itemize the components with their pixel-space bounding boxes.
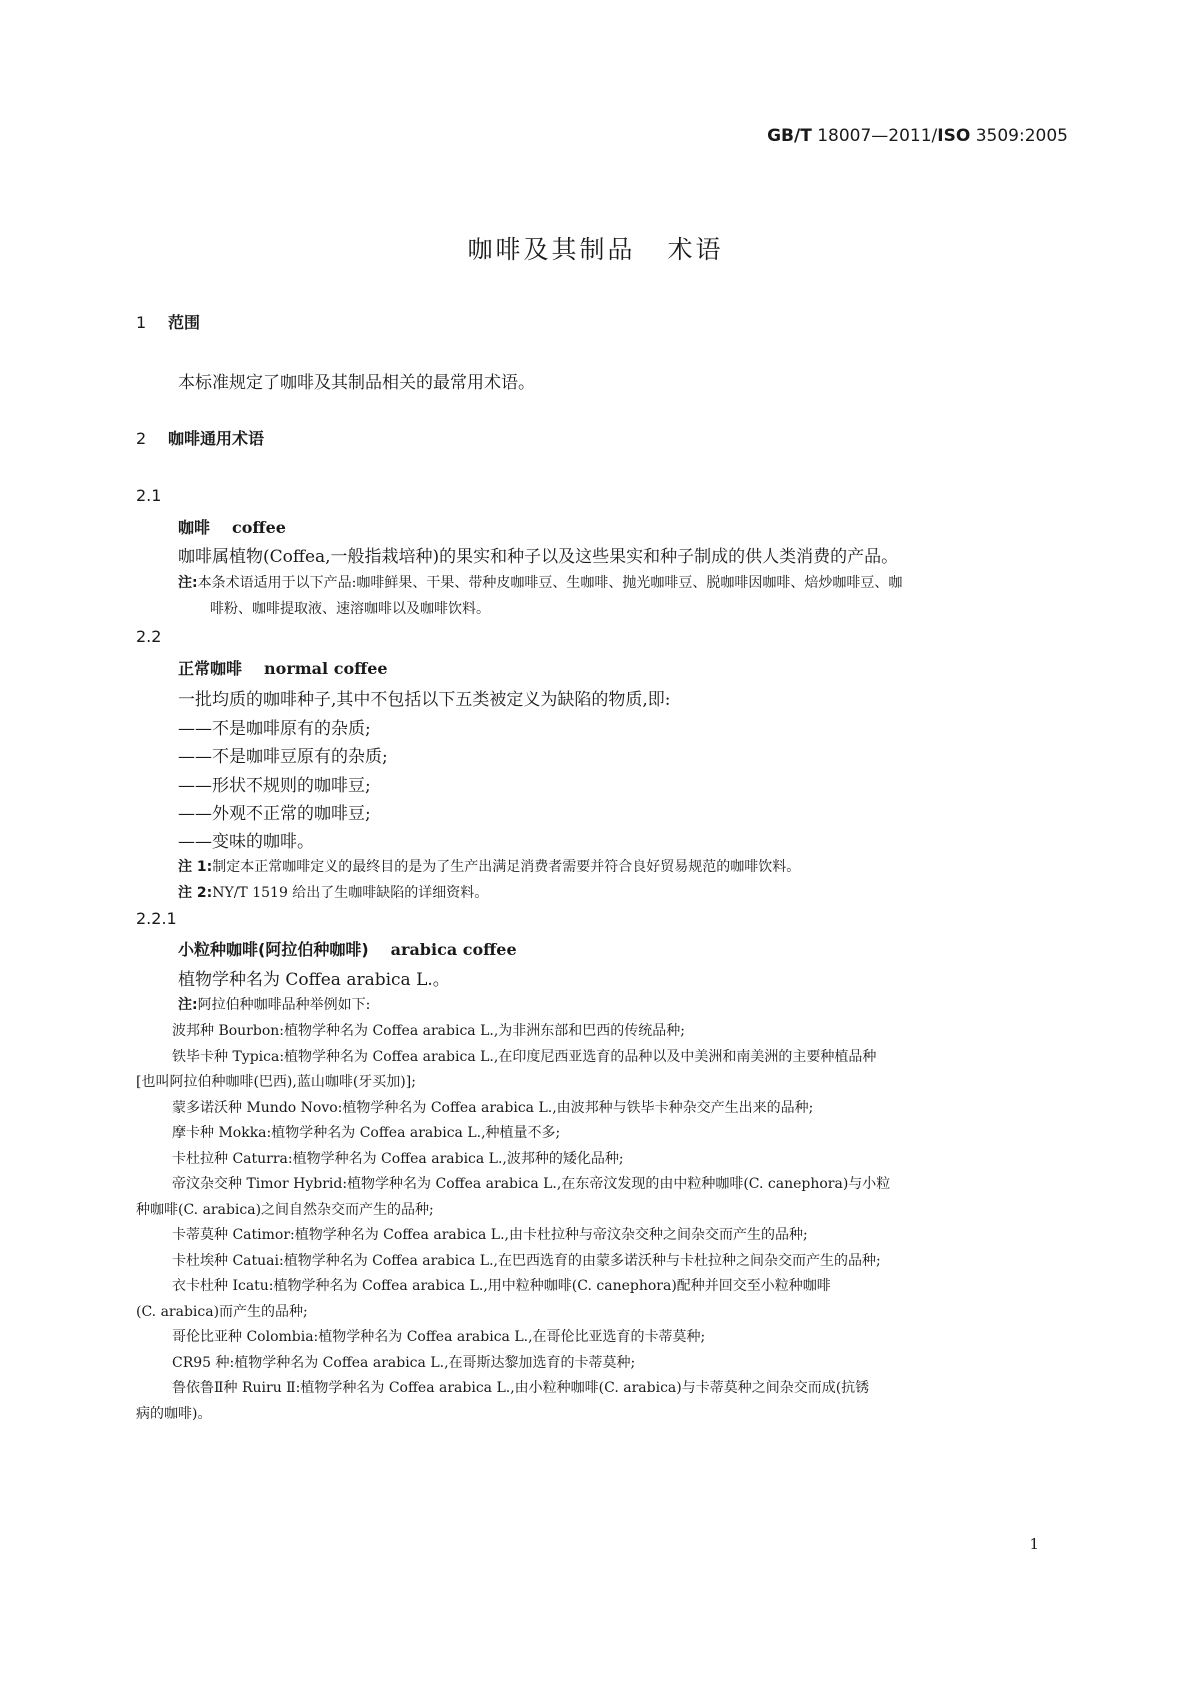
note-2: 注 2:NY/T 1519 给出了生咖啡缺陷的详细资料。 bbox=[178, 885, 489, 901]
page-number: 1 bbox=[1029, 1535, 1039, 1553]
variety-line: 衣卡杜种 Icatu:植物学种名为 Coffea arabica L.,用中粒种咖啡(C. canephora)配种并回交至小粒种咖啡 bbox=[172, 1278, 831, 1294]
list-item: ——外观不正常的咖啡豆; bbox=[178, 804, 371, 824]
variety-line: CR95 种:植物学种名为 Coffea arabica L.,在哥斯达黎加选育的卡蒂莫种; bbox=[172, 1355, 636, 1371]
note-1: 注 1:制定本正常咖啡定义的最终目的是为了生产出满足消费者需要并符合良好贸易规范的咖啡饮料。 bbox=[178, 859, 801, 875]
variety-line: 病的咖啡)。 bbox=[136, 1406, 212, 1422]
list-item: ——形状不规则的咖啡豆; bbox=[178, 776, 371, 796]
definition-coffee: 咖啡属植物(Coffea,一般指栽培种)的果实和种子以及这些果实和种子制成的供人类消费的产品。 bbox=[178, 547, 899, 567]
section-2-heading: 2 咖啡通用术语 bbox=[136, 429, 265, 448]
variety-line: 卡杜埃种 Catuai:植物学种名为 Coffea arabica L.,在巴西选育的由蒙多诺沃种与卡杜拉种之间杂交而产生的品种; bbox=[172, 1253, 881, 1269]
list-item: ——变味的咖啡。 bbox=[178, 832, 314, 852]
variety-line: (C. arabica)而产生的品种; bbox=[136, 1304, 308, 1320]
term-arabica-coffee: 小粒种咖啡(阿拉伯种咖啡) arabica coffee bbox=[178, 940, 517, 959]
scope-text: 本标准规定了咖啡及其制品相关的最常用术语。 bbox=[178, 373, 535, 393]
definition-arabica: 植物学种名为 Coffea arabica L.。 bbox=[178, 970, 450, 990]
variety-line: 鲁依鲁Ⅱ种 Ruiru Ⅱ:植物学种名为 Coffea arabica L.,由小粒种咖啡(C. arabica)与卡蒂莫种之间杂交而成(抗锈 bbox=[172, 1380, 870, 1396]
note-coffee-cont: 啡粉、咖啡提取液、速溶咖啡以及咖啡饮料。 bbox=[210, 601, 490, 617]
clause-number: 2.1 bbox=[136, 486, 162, 505]
document-title: 咖啡及其制品 术语 bbox=[467, 235, 724, 264]
variety-line: 波邦种 Bourbon:植物学种名为 Coffea arabica L.,为非洲东部和巴西的传统品种; bbox=[172, 1023, 685, 1039]
variety-line: 摩卡种 Mokka:植物学种名为 Coffea arabica L.,种植量不多; bbox=[172, 1125, 561, 1141]
variety-line: 哥伦比亚种 Colombia:植物学种名为 Coffea arabica L.,在哥伦比亚选育的卡蒂莫种; bbox=[172, 1329, 706, 1345]
variety-line: 蒙多诺沃种 Mundo Novo:植物学种名为 Coffea arabica L.,由波邦种与铁毕卡种杂交产生出来的品种; bbox=[172, 1100, 814, 1116]
definition-normal-coffee: 一批均质的咖啡种子,其中不包括以下五类被定义为缺陷的物质,即: bbox=[178, 690, 671, 710]
variety-line: 铁毕卡种 Typica:植物学种名为 Coffea arabica L.,在印度尼西亚选育的品种以及中美洲和南美洲的主要种植品种 bbox=[172, 1049, 877, 1065]
variety-line: 种咖啡(C. arabica)之间自然杂交而产生的品种; bbox=[136, 1202, 434, 1218]
variety-line: [也叫阿拉伯种咖啡(巴西),蓝山咖啡(牙买加)]; bbox=[136, 1074, 416, 1090]
clause-number: 2.2 bbox=[136, 627, 162, 646]
list-item: ——不是咖啡豆原有的杂质; bbox=[178, 747, 388, 767]
term-coffee: 咖啡 coffee bbox=[178, 518, 286, 537]
variety-line: 帝汶杂交种 Timor Hybrid:植物学种名为 Coffea arabica L.,在东帝汶发现的由中粒种咖啡(C. canephora)与小粒 bbox=[172, 1176, 891, 1192]
section-1-heading: 1 范围 bbox=[136, 313, 201, 332]
term-normal-coffee: 正常咖啡 normal coffee bbox=[178, 659, 388, 678]
standard-code: GB/T 18007—2011/ISO 3509:2005 bbox=[767, 126, 1068, 146]
clause-number: 2.2.1 bbox=[136, 909, 177, 928]
note-coffee: 注:本条术语适用于以下产品:咖啡鲜果、干果、带种皮咖啡豆、生咖啡、抛光咖啡豆、脱咖啡因咖啡、焙炒咖啡豆、咖 bbox=[178, 575, 903, 591]
variety-line: 卡蒂莫种 Catimor:植物学种名为 Coffea arabica L.,由卡杜拉种与帝汶杂交种之间杂交而产生的品种; bbox=[172, 1227, 808, 1243]
note-arabica: 注:阿拉伯种咖啡品种举例如下: bbox=[178, 997, 371, 1013]
variety-line: 卡杜拉种 Caturra:植物学种名为 Coffea arabica L.,波邦种的矮化品种; bbox=[172, 1151, 624, 1167]
list-item: ——不是咖啡原有的杂质; bbox=[178, 719, 371, 739]
